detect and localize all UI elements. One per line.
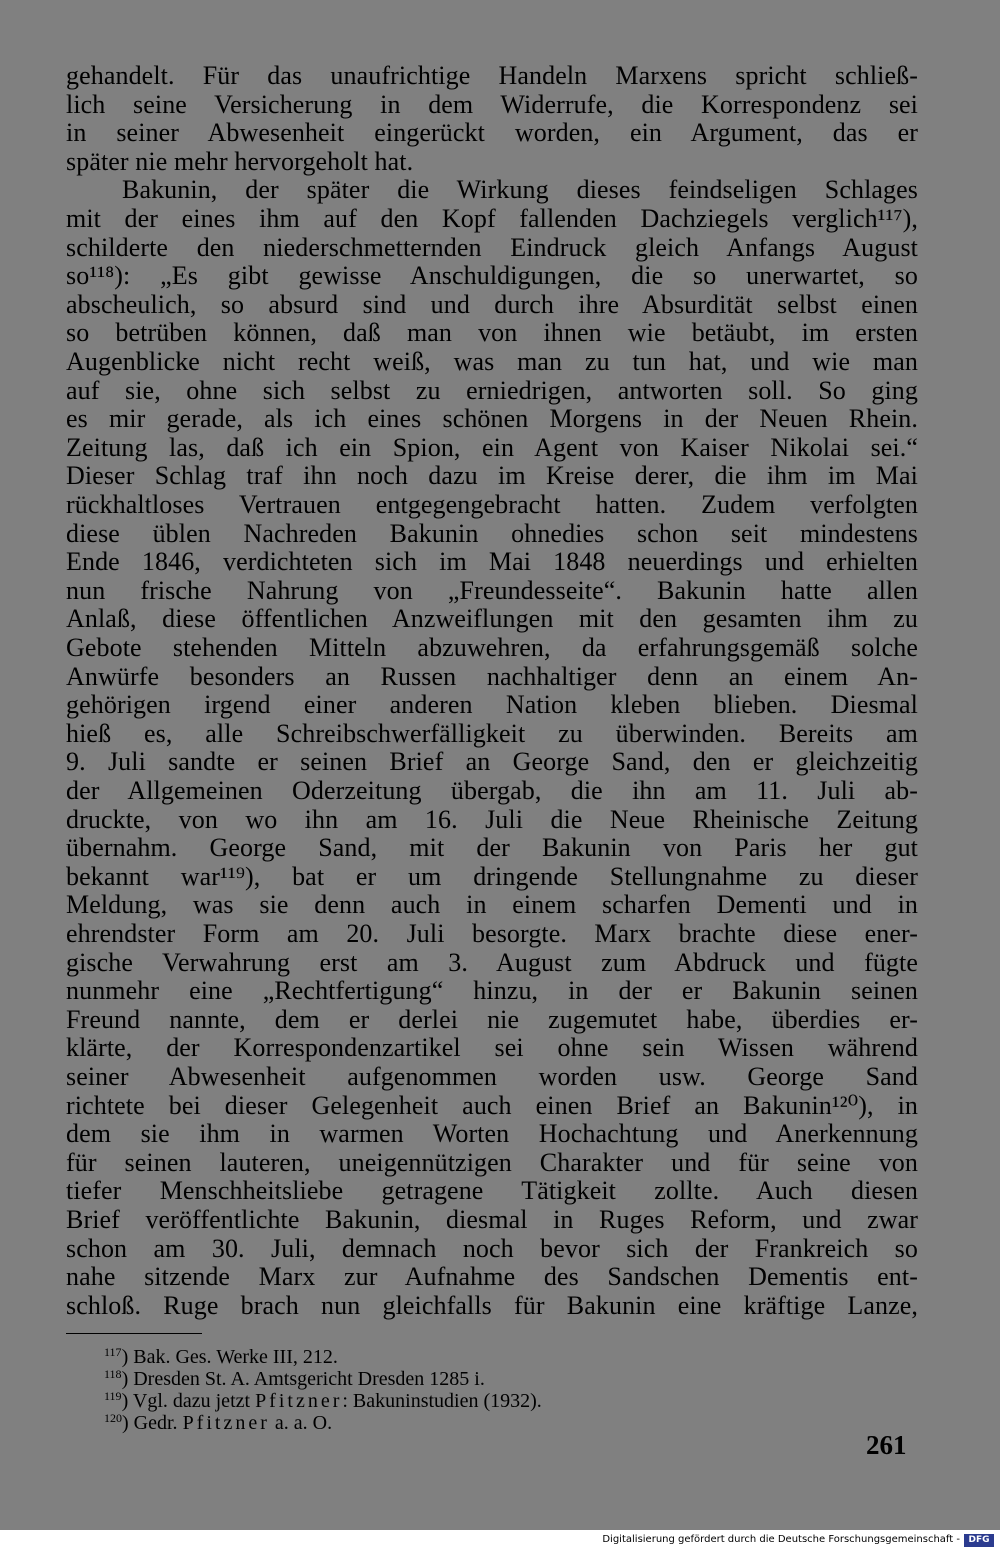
text-line: es mir gerade, als ich eines schönen Morgens in der Neuen Rhein. [66,404,918,434]
text-line: bekannt war¹¹⁹), bat er um dringende Stellungnahme zu dieser [66,861,918,891]
footnote-text: Dresden St. A. Amtsgericht Dresden 1285 i. [133,1368,485,1390]
digitization-footer [0,1530,1000,1551]
text-line: Dieser Schlag traf ihn noch dazu im Kreise derer, die ihm im Mai [66,461,918,491]
text-line: dem sie ihm in warmen Worten Hochachtung und Anerkennung [66,1119,918,1149]
text-line: druckte, von wo ihn am 16. Juli die Neue Rheinische Zeitung [66,804,918,834]
text-line: schon am 30. Juli, demnach noch bevor sich der Frankreich so [66,1233,918,1263]
text-line: nun frische Nahrung von „Freundesseite“. Bakunin hatte allen [66,575,918,605]
footnote: $^{120}$) Gedr. Pfitzner a. a. O. [104,1411,333,1434]
text-line: schloß. Ruge brach nun gleichfalls für Bakunin eine kräftige Lanze, [66,1290,918,1320]
footnote-rule [66,1333,202,1334]
footnote-text-end: a. a. O. [269,1412,333,1434]
text-line: Gebote stehenden Mitteln abzuwehren, da erfahrungsgemäß solche [66,633,918,662]
text-line: schilderte den niederschmetternden Eindruck gleich Anfangs August [66,232,918,262]
text-line: der Allgemeinen Oderzeitung übergab, die ihn am 11. Juli ab- [66,776,918,805]
text-line: gehandelt. Für das unaufrichtige Handeln Marxens spricht schließ- [66,61,918,90]
dfg-logo: DFG [964,1534,994,1547]
text-line: richtete bei dieser Gelegenheit auch einen Brief an Bakunin¹²⁰), in [66,1090,918,1120]
footnote-number: 118 [104,1367,122,1381]
text-line: in seiner Abwesenheit eingerückt worden, ein Argument, das er [66,118,918,148]
footnote-text: Bak. Ges. Werke III, 212. [133,1346,338,1368]
text-line: gische Verwahrung erst am 3. August zum Abdruck und fügte [66,947,918,977]
text-line: lich seine Versicherung in dem Widerrufe, die Korrespondenz sei [66,89,918,119]
text-line: Ende 1846, verdichteten sich im Mai 1848 neuerdings und erhielten [66,547,918,577]
text-line: Brief veröffentlichte Bakunin, diesmal in Ruges Reform, und zwar [66,1205,918,1234]
page-number: 261 [866,1430,907,1460]
text-line: Zeitung las, daß ich ein Spion, ein Agent von Kaiser Nikolai sei.“ [66,432,918,462]
text-line: Anwürfe besonders an Russen nachhaltiger denn an einem An- [66,661,918,691]
text-line: Anlaß, diese öffentlichen Anzweiflungen mit den gesamten ihm zu [66,604,918,634]
text-line: seiner Abwesenheit aufgenommen worden usw. George Sand [66,1062,918,1091]
text-line: nahe sitzende Marx zur Aufnahme des Sandschen Dementis ent- [66,1262,918,1292]
footnote-number: 117 [104,1345,122,1359]
text-line: klärte, der Korrespondenzartikel sei ohne sein Wissen während [66,1033,918,1063]
footnote-author: Pfitzner [182,1412,270,1434]
text-line: hieß es, alle Schreibschwerfälligkeit zu überwinden. Bereits am [66,718,918,748]
footer-credit-text: Digitalisierung gefördert durch die Deutsche Forschungsgemeinschaft - [602,1534,960,1545]
text-line: für seinen lauteren, uneigennützigen Charakter und für seine von [66,1147,918,1177]
text-line: übernahm. George Sand, mit der Bakunin von Paris her gut [66,833,918,863]
text-line: Bakunin, der später die Wirkung dieses feindseligen Schlages [122,175,918,205]
footnote: $^{118}$) Dresden St. A. Amtsgericht Dresden 1285 i. [104,1367,485,1390]
text-line: ehrendster Form am 20. Juli besorgte. Marx brachte diese ener- [66,919,918,948]
text-line: tiefer Menschheitsliebe getragene Tätigkeit zollte. Auch diesen [66,1176,918,1206]
footnote-text: Vgl. dazu jetzt [132,1390,256,1412]
footnote: $^{119}$) Vgl. dazu jetzt Pfitzner: Bakuninstudien (1932). [104,1389,542,1412]
footnote-number: 119 [104,1389,122,1403]
text-line: so¹¹⁸): „Es gibt gewisse Anschuldigungen, die so unerwartet, so [66,261,918,291]
text-line: 9. Juli sandte er seinen Brief an George Sand, den er gleichzeitig [66,747,918,777]
text-line: abscheulich, so absurd sind und durch ihre Absurdität selbst einen [66,289,918,319]
text-line: nunmehr eine „Rechtfertigung“ hinzu, in der er Bakunin seinen [66,976,918,1006]
footnote-text-end: : Bakuninstudien (1932). [342,1390,542,1412]
footnote-number: 120 [104,1411,122,1425]
text-line: Augenblicke nicht recht weiß, was man zu tun hat, und wie man [66,347,918,376]
text-line: Freund nannte, dem er derlei nie zugemutet habe, überdies er- [66,1004,918,1034]
text-line: so betrüben können, daß man von ihnen wie betäubt, im ersten [66,318,918,348]
footnote-text: Gedr. [133,1412,183,1434]
text-line: später nie mehr hervorgeholt hat. [66,146,414,176]
text-line: diese üblen Nachreden Bakunin ohnedies schon seit mindestens [66,518,918,548]
text-line: rückhaltloses Vertrauen entgegengebracht hatten. Zudem verfolgten [66,490,918,519]
text-line: Meldung, was sie denn auch in einem scharfen Dementi und in [66,890,918,920]
text-line: gehörigen irgend einer anderen Nation kleben blieben. Diesmal [66,690,918,720]
footnote: $^{117}$) Bak. Ges. Werke III, 212. [104,1345,338,1368]
text-line: auf sie, ohne sich selbst zu erniedrigen, antworten soll. So ging [66,375,918,405]
footnote-author: Pfitzner [255,1390,343,1412]
text-line: mit der eines ihm auf den Kopf fallenden Dachziegels verglich¹¹⁷), [66,204,918,233]
